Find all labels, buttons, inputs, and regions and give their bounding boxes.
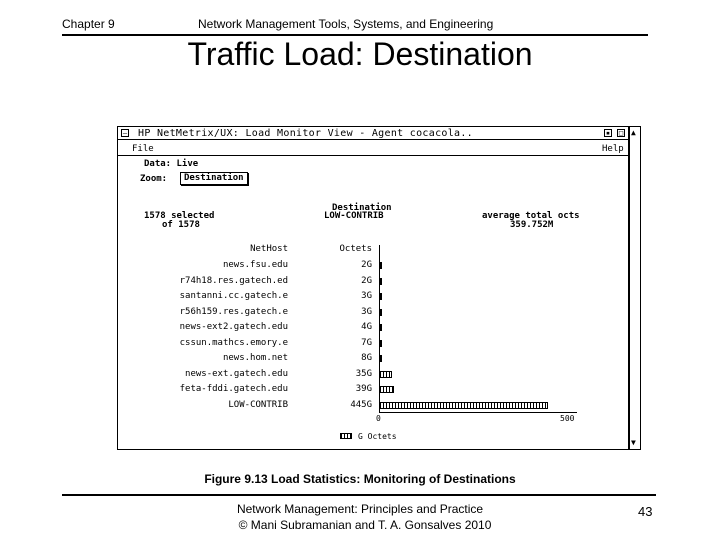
menu-help[interactable]: Help	[602, 144, 624, 154]
host-label: feta-fddi.gatech.edu	[179, 384, 288, 394]
octets-value: 445G	[350, 399, 372, 410]
chart-x-axis	[379, 412, 577, 413]
average-octets-value: 359.752M	[510, 220, 554, 230]
menubar-divider	[118, 155, 630, 156]
legend-swatch	[340, 433, 352, 439]
x-tick-label: 0	[376, 414, 381, 423]
octets-value: 8G	[361, 353, 372, 363]
host-label: news.hom.net	[222, 353, 288, 363]
octets-value: 3G	[361, 291, 372, 301]
host-label: r74h18.res.gatech.ed	[179, 275, 288, 286]
window-titlebar[interactable]	[118, 127, 630, 140]
column-header-octets: Octets	[339, 244, 372, 254]
destination-subtitle: LOW-CONTRIB	[324, 211, 384, 221]
menu-file[interactable]: File	[132, 144, 154, 154]
octets-value: 2G	[361, 260, 372, 270]
octets-value: 39G	[355, 384, 372, 394]
average-octets-label: average total octs	[482, 211, 580, 221]
course-title: Network Management Tools, Systems, and Engineering	[198, 17, 494, 31]
octets-value: 7G	[361, 337, 372, 348]
chapter-label: Chapter 9	[62, 17, 115, 31]
page-number: 43	[638, 504, 653, 519]
figure-caption: Figure 9.13 Load Statistics: Monitoring of Destinations	[204, 472, 516, 486]
octets-value: 35G	[355, 368, 372, 379]
octets-value: 2G	[361, 275, 372, 286]
window-title: HP NetMetrix/UX: Load Monitor View - Agent cocacola..	[138, 128, 473, 139]
footer-divider	[62, 494, 656, 496]
window-menu-icon[interactable]: –	[122, 129, 128, 137]
selected-total: of 1578	[162, 220, 200, 230]
chart-y-axis	[379, 245, 380, 413]
octets-bar	[379, 402, 548, 409]
footer-book-title: Network Management: Principles and Practice	[236, 502, 484, 516]
vertical-scrollbar[interactable]	[629, 126, 641, 450]
octets-bar	[379, 386, 394, 393]
scroll-up-icon[interactable]: ▲	[631, 128, 636, 137]
host-label: news-ext2.gatech.edu	[179, 322, 288, 332]
data-source-label: Data: Live	[144, 159, 199, 169]
legend-label: G Octets	[358, 432, 397, 441]
octets-bar	[379, 371, 392, 378]
slide-title: Traffic Load: Destination	[187, 36, 533, 72]
host-label: news.fsu.edu	[222, 260, 288, 270]
host-label: news-ext.gatech.edu	[185, 368, 288, 379]
maximize-icon[interactable]: □	[618, 129, 624, 137]
octets-value: 3G	[361, 306, 372, 317]
zoom-destination-button[interactable]: Destination	[180, 172, 248, 185]
host-label: santanni.cc.gatech.e	[179, 291, 288, 301]
x-tick-label: 500	[560, 414, 575, 423]
footer-copyright: © Mani Subramanian and T. A. Gonsalves 2010	[238, 518, 492, 532]
host-label: cssun.mathcs.emory.e	[179, 337, 288, 348]
scroll-down-icon[interactable]: ▼	[631, 438, 636, 447]
host-label: LOW-CONTRIB	[228, 399, 288, 410]
host-label: r56h159.res.gatech.e	[179, 306, 288, 317]
minimize-icon[interactable]: ▪	[605, 129, 611, 137]
column-header-nethost: NetHost	[250, 244, 288, 254]
destination-title: Destination	[332, 203, 392, 213]
selected-count: 1578 selected	[144, 211, 215, 221]
zoom-label: Zoom:	[140, 174, 168, 184]
app-window	[117, 126, 629, 450]
netmetrix-screenshot	[117, 126, 641, 450]
octets-value: 4G	[361, 322, 372, 332]
